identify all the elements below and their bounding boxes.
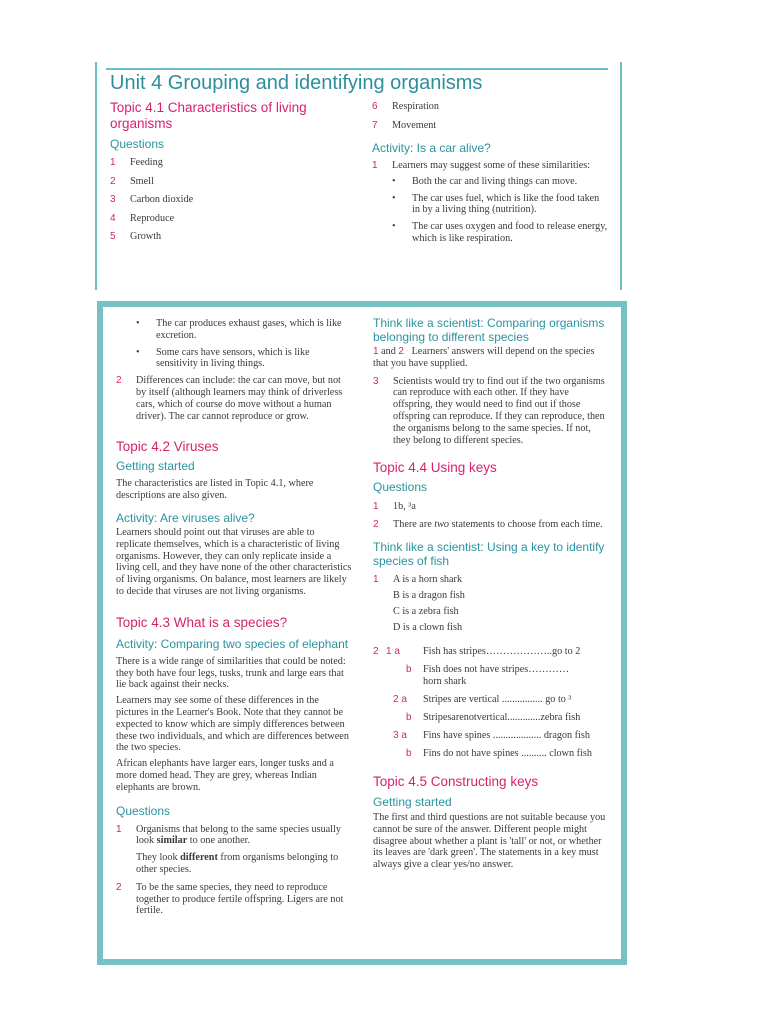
key-row: 3 a Fins have spines ................... dragon fish <box>393 729 590 741</box>
key-row: b Fish does not have stripes………… <box>406 663 570 675</box>
topic-4-2-getting-started-heading: Getting started <box>116 459 195 474</box>
topic-4-4-question-2: 2 There are two statements to choose from each time. <box>373 519 603 531</box>
key-row: 2 a Stripes are vertical ................ go to ³ <box>393 693 572 705</box>
activity-car-item-2: 2 Differences can include: the car can move, but not by itself (although learners may think of driverless cars, which of course do move without a human driver). The car cannot reproduce or grow. <box>116 375 343 422</box>
topic-4-5-text: The first and third questions are not suitable because you cannot be sure of the answer. Different people might disagree about whether a plant is 'tall' or not, or whether its leaves are 'dark green'. The statements in a key must always give a clear yes/no answer. <box>373 811 606 871</box>
think-species-heading: Think like a scientist: Comparing organisms belonging to different species <box>373 316 605 344</box>
bullet-item: • Both the car and living things can move. <box>372 176 608 188</box>
topic-4-3-question-1-second: They look different from organisms belonging to other species. <box>136 852 339 875</box>
think-species-1-and-2: 1 and 2 Learners' answers will depend on the species that you have supplied. <box>373 346 595 369</box>
topic-4-3-question-1: 1 Organisms that belong to the same species usually look similar to one another. <box>116 823 341 847</box>
think-species-3: 3 Scientists would try to find out if the two organisms can reproduce with each other. If they have offspring, they would need to find out if those offspring can reproduce. If they can reproduce, then the organisms belong to the same species. If not, they belong to different species. <box>373 375 605 446</box>
list-item: 7 Movement <box>372 120 437 131</box>
key-row: horn shark <box>423 675 467 687</box>
list-item: 4 Reproduce <box>110 212 175 224</box>
topic-4-4-title: Topic 4.4 Using keys <box>373 460 497 476</box>
unit-title: Unit 4 Grouping and identifying organisms <box>110 72 483 94</box>
fish-item: C is a zebra fish <box>393 605 459 617</box>
topic-4-5-getting-started-heading: Getting started <box>373 794 452 809</box>
key-row: 2 1 a Fish has stripes………………..go to 2 <box>373 645 581 657</box>
list-item: 1 Feeding <box>110 157 163 168</box>
top-frame-right-rule <box>620 62 622 290</box>
topic-4-1-title: Topic 4.1 Characteristics of living organisms <box>110 100 307 131</box>
elephant-para-2: Learners may see some of these differences in the pictures in the Learner's Book. Note that they cannot be expected to know which are simply differences between these two individuals, and which are differences between the two species. <box>116 695 349 754</box>
fish-key <box>373 646 609 766</box>
topic-4-1-column <box>110 100 360 250</box>
activity-viruses-heading: Activity: Are viruses alive? <box>116 510 255 525</box>
topic-4-2-title: Topic 4.2 Viruses <box>116 439 219 455</box>
list-item: 3 Carbon dioxide <box>110 194 194 205</box>
topic-4-1-right-column <box>372 101 608 245</box>
topic-4-3-questions-heading: Questions <box>116 803 171 818</box>
bullet-item: • Some cars have sensors, which is like sensitivity in living things. <box>116 347 352 371</box>
top-frame-left-rule <box>95 62 97 290</box>
elephant-para-1: There is a wide range of similarities that could be noted: they both have four legs, tusks, trunk and large ears that lie back against their necks. <box>116 655 346 691</box>
activity-viruses-text: Learners should point out that viruses are able to replicate themselves, which is a characteristic of living organisms. However, they can only replicate inside a living cell, and they have none of the other characteristics of living organisms. On balance, most learners are likely to decide that viruses are not living organisms. <box>116 526 352 597</box>
topic-4-2-getting-started-text: The characteristics are listed in Topic 4.1, where descriptions are also given. <box>116 478 314 502</box>
activity-car-item-1: 1 Learners may suggest some of these similarities: <box>372 160 591 171</box>
fish-item: D is a clown fish <box>393 621 463 633</box>
topic-4-3-title: Topic 4.3 What is a species? <box>116 614 288 630</box>
box-left-column <box>116 318 352 917</box>
think-key-heading: Think like a scientist: Using a key to identify species of fish <box>373 539 605 568</box>
fish-item: B is a dragon fish <box>393 589 465 601</box>
bullet-item: • The car uses oxygen and food to release energy, which is like respiration. <box>372 221 608 245</box>
bullet-item: • The car produces exhaust gases, which is like excretion. <box>116 318 352 342</box>
list-item: 2 Smell <box>110 175 154 187</box>
topic-4-1-question-list <box>110 157 360 250</box>
topic-4-4-question-1: 1 1b, ³a <box>373 501 416 513</box>
box-right-column <box>373 316 609 871</box>
activity-elephant-heading: Activity: Comparing two species of elephant <box>116 636 349 651</box>
topic-4-4-questions-heading: Questions <box>373 480 428 495</box>
key-row: b Stripesarenotvertical.............zebra fish <box>406 711 581 723</box>
top-frame-title-rule <box>106 68 608 70</box>
topic-4-3-question-2: 2 To be the same species, they need to reproduce together to produce fertile offspring. Ligers are not fertile. <box>116 881 344 917</box>
list-item: 6 Respiration <box>372 101 439 112</box>
topic-4-5-title: Topic 4.5 Constructing keys <box>373 773 539 789</box>
fish-item: 1 A is a horn shark <box>373 573 463 585</box>
activity-car-heading: Activity: Is a car alive? <box>372 141 491 155</box>
topic-4-1-questions-heading: Questions <box>110 137 165 151</box>
key-row: b Fins do not have spines .......... clown fish <box>406 747 592 759</box>
bullet-item: • The car uses fuel, which is like the food taken in by a living thing (nutrition). <box>372 193 608 217</box>
list-item: 5 Growth <box>110 231 162 242</box>
elephant-para-3: African elephants have larger ears, longer tusks and a more domed head. They are grey, whereas Indian elephants are brown. <box>116 758 334 793</box>
